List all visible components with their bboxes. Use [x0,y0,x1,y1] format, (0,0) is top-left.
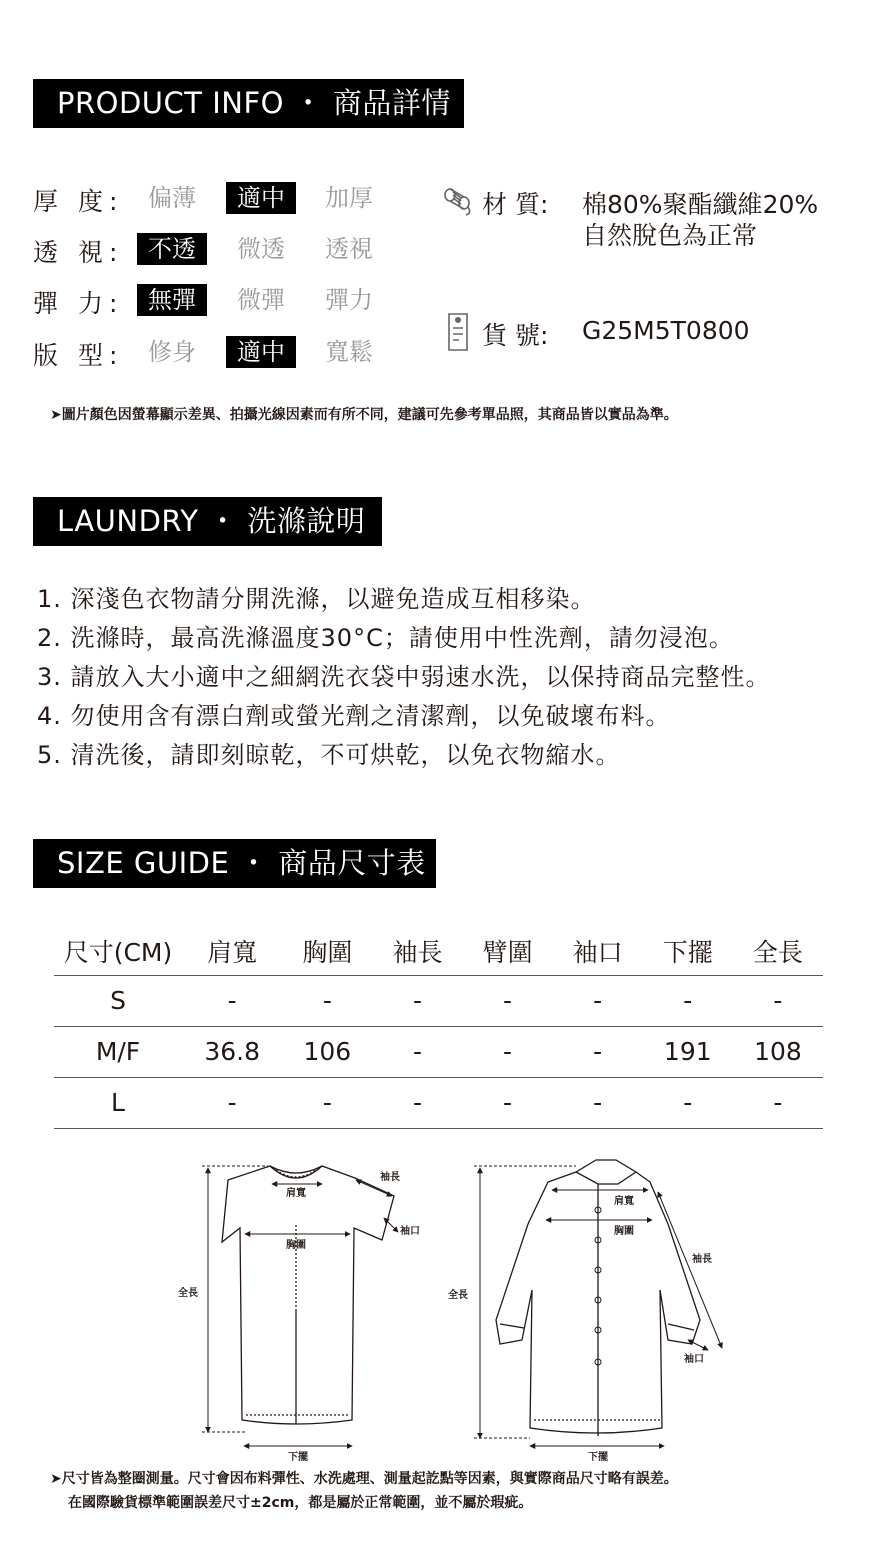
size-cell: - [372,1077,462,1128]
attr-label: 彈 力: [33,289,124,318]
size-cell: - [733,1077,823,1128]
size-cell: - [463,1026,553,1077]
laundry-item: 5. 清洗後，請即刻晾乾，不可烘乾，以免衣物縮水。 [37,741,621,769]
color-disclaimer: ➤圖片顏色因螢幕顯示差異、拍攝光線因素而有所不同，建議可先參考單品照，其商品皆以實品為準。 [50,407,678,423]
size-table-header [54,928,823,975]
diagram-label-length: 全長 [178,1288,198,1299]
size-cell: - [643,975,733,1026]
size-col-header: 袖長 [372,928,462,975]
shirt-dress-outline [496,1160,700,1436]
laundry-item: 1. 深淺色衣物請分開洗滌，以避免造成互相移染。 [37,585,596,613]
size-cell: 108 [733,1026,823,1077]
size-cell: - [182,975,282,1026]
material-value: 棉80%聚酯纖維20% [582,190,819,219]
diagram-label-shoulder: 肩寬 [286,1188,306,1199]
item-no-value: G25M5T0800 [582,316,750,345]
attr-option: 彈力 [325,286,373,314]
laundry-item: 3. 請放入大小適中之細網洗衣袋中弱速水洗，以保持商品完整性。 [37,663,771,691]
attr-label: 透 視: [33,238,124,267]
laundry-item: 4. 勿使用含有漂白劑或螢光劑之清潔劑，以免破壞布料。 [37,702,671,730]
size-col-header: 肩寬 [182,928,282,975]
size-cell: - [372,1026,462,1077]
size-row [54,1077,823,1128]
size-cell: 36.8 [182,1026,282,1077]
size-row [54,1026,823,1077]
size-disclaimer-line1: ➤尺寸皆為整圈測量。尺寸會因布料彈性、水洗處理、測量起訖點等因素，與實際商品尺寸略有誤差。 [50,1471,678,1487]
size-cell: - [463,1077,553,1128]
attr-row-fit [33,336,373,372]
size-row [54,975,823,1026]
size-col-header: 袖口 [553,928,643,975]
size-cell: - [282,1077,372,1128]
size-cell: - [553,1026,643,1077]
tag-icon [446,310,470,354]
size-cell: - [643,1077,733,1128]
material-label: 材 質: [482,190,549,219]
attr-option: 修身 [148,338,196,366]
attr-option-selected: 不透 [137,233,207,265]
size-cell: 191 [643,1026,733,1077]
attr-option: 透視 [325,235,373,263]
diagram-label-sleeve: 袖長 [380,1172,400,1183]
diagram-label-sleeve: 袖長 [692,1254,712,1265]
product-info-heading: PRODUCT INFO ・ 商品詳情 [33,79,464,128]
attr-option: 加厚 [325,184,373,212]
laundry-heading: LAUNDRY ・ 洗滌說明 [33,497,382,546]
item-no-label: 貨 號: [482,321,549,350]
attr-label: 厚 度: [33,187,124,216]
size-cell: - [463,975,553,1026]
thread-spool-icon [442,185,474,217]
diagram-label-cuff: 袖口 [684,1354,704,1365]
size-cell: S [54,975,182,1026]
attr-option: 微透 [237,235,285,263]
diagram-label-chest: 胸圍 [286,1240,306,1251]
size-col-header: 胸圍 [282,928,372,975]
diagram-label-hem: 下擺 [588,1452,608,1463]
tshirt-dress-outline [222,1166,394,1424]
size-cell: - [553,1077,643,1128]
material-note: 自然脫色為正常 [582,221,758,250]
size-cell: - [733,975,823,1026]
size-cell: 106 [282,1026,372,1077]
size-col-header: 全長 [733,928,823,975]
size-disclaimer-line2: 在國際驗貨標準範圍誤差尺寸±2cm，都是屬於正常範圍，並不屬於瑕疵。 [68,1495,533,1511]
attr-option: 偏薄 [148,184,196,212]
attr-option: 寬鬆 [325,338,373,366]
attr-option-selected: 適中 [226,182,296,214]
size-cell: M/F [54,1026,182,1077]
size-cell: - [372,975,462,1026]
attr-row-elasticity [33,284,373,320]
size-cell: - [553,975,643,1026]
laundry-item: 2. 洗滌時，最高洗滌溫度30°C；請使用中性洗劑，請勿浸泡。 [37,624,734,652]
attr-option: 微彈 [237,286,285,314]
measurement-diagram [0,1150,875,1470]
size-cell: L [54,1077,182,1128]
diagram-label-hem: 下擺 [288,1452,308,1463]
attr-row-thickness [33,182,373,218]
size-col-header: 臂圍 [463,928,553,975]
size-cell: - [282,975,372,1026]
diagram-label-cuff: 袖口 [400,1226,420,1237]
size-col-header: 尺寸(CM) [54,928,182,975]
diagram-label-shoulder: 肩寬 [614,1196,634,1207]
attr-option-selected: 無彈 [137,284,207,316]
size-cell: - [182,1077,282,1128]
attr-option-selected: 適中 [226,336,296,368]
attr-label: 版 型: [33,341,124,370]
size-col-header: 下擺 [643,928,733,975]
attr-row-transparency [33,233,373,269]
diagram-label-length: 全長 [448,1290,468,1301]
diagram-label-chest: 胸圍 [614,1226,634,1237]
size-guide-heading: SIZE GUIDE ・ 商品尺寸表 [33,839,436,888]
size-table [54,928,823,1129]
